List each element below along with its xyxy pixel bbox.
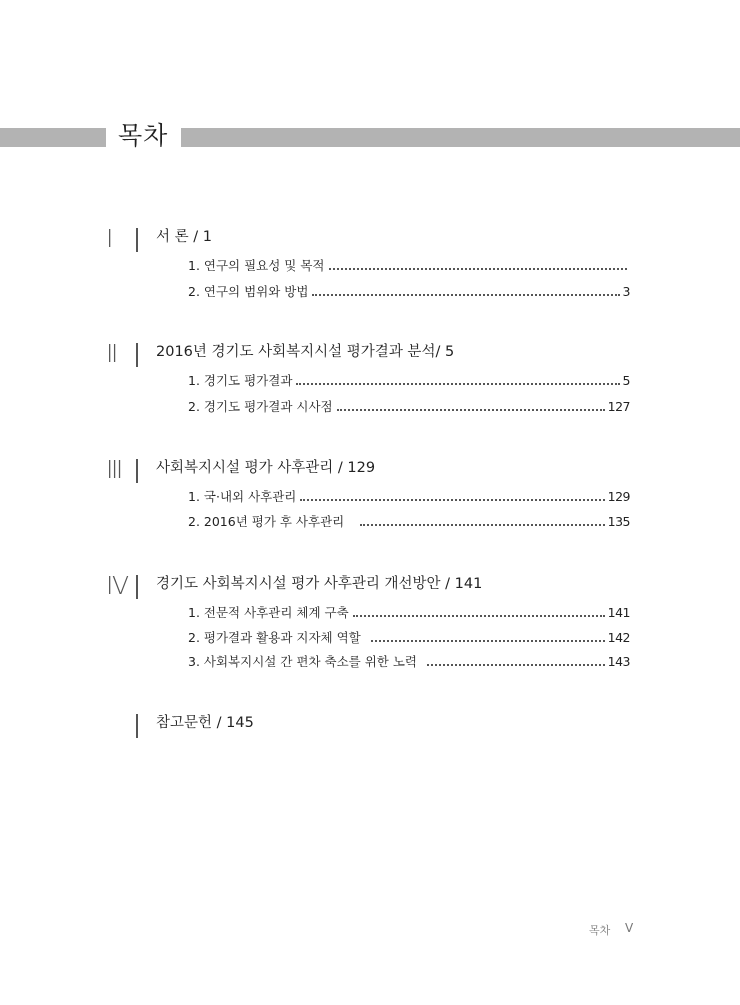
toc-entry-page: 127 — [607, 399, 630, 414]
toc-entry-label: 2. 2016년 평가 후 사후관리 — [188, 514, 345, 529]
dot-leader — [329, 268, 628, 270]
chapter-title[interactable]: 참고문헌 / 145 — [156, 715, 254, 731]
chapter-divider — [136, 714, 138, 738]
toc-entry-label: 1. 국·내외 사후관리 — [188, 489, 297, 504]
footer-label: 목차 — [589, 924, 611, 937]
toc-entry-label: 3. 사회복지시설 간 편차 축소를 위한 노력 — [188, 654, 417, 669]
dot-leader — [371, 640, 605, 642]
chapter-title[interactable]: 경기도 사회복지시설 평가 사후관리 개선방안 / 141 — [156, 576, 483, 592]
toc-entry[interactable] — [188, 397, 630, 415]
toc-entry-label: 2. 경기도 평가결과 시사점 — [188, 399, 333, 414]
header-bar-right — [181, 128, 740, 147]
chapter-numeral: Ⅳ — [106, 571, 131, 600]
toc-entry[interactable] — [188, 628, 630, 646]
dot-leader — [296, 383, 619, 385]
dot-leader — [312, 294, 619, 296]
dot-leader — [337, 409, 605, 411]
toc-entry-page: 5 — [622, 373, 630, 388]
toc-entry-page: 129 — [607, 489, 630, 504]
toc-entry[interactable] — [188, 487, 630, 505]
page-title: 목차 — [118, 121, 169, 150]
toc-entry-page: 135 — [607, 514, 630, 529]
toc-entry-page: 142 — [607, 630, 630, 645]
toc-entry-label: 2. 평가결과 활용과 지자체 역할 — [188, 630, 361, 645]
chapter-divider — [136, 343, 138, 367]
toc-entry-label: 2. 연구의 범위와 방법 — [188, 284, 309, 299]
toc-entry[interactable] — [188, 652, 630, 670]
chapter-title[interactable]: 사회복지시설 평가 사후관리 / 129 — [156, 460, 376, 476]
toc-entry[interactable] — [188, 512, 630, 530]
chapter-numeral: Ⅲ — [106, 455, 125, 484]
chapter-divider — [136, 228, 138, 252]
toc-entry[interactable] — [188, 256, 630, 274]
dot-leader — [300, 499, 604, 501]
toc-entry-label: 1. 전문적 사후관리 체계 구축 — [188, 605, 349, 620]
toc-entry[interactable] — [188, 603, 630, 621]
toc-entry-page: 3 — [622, 284, 630, 299]
toc-entry[interactable] — [188, 282, 630, 300]
chapter-title[interactable]: 서 론 / 1 — [156, 229, 212, 245]
chapter-title[interactable]: 2016년 경기도 사회복지시설 평가결과 분석/ 5 — [156, 344, 455, 360]
dot-leader — [353, 615, 605, 617]
toc-entry[interactable] — [188, 371, 630, 389]
dot-leader — [427, 664, 605, 666]
chapter-divider — [136, 459, 138, 483]
toc-entry-page: 141 — [607, 605, 630, 620]
toc-entry-label: 1. 경기도 평가결과 — [188, 373, 293, 388]
chapter-numeral: Ⅰ — [106, 224, 115, 253]
header-bar-left — [0, 128, 106, 147]
chapter-numeral: Ⅱ — [106, 339, 120, 368]
dot-leader — [360, 524, 604, 526]
chapter-divider — [136, 575, 138, 599]
footer-page-number: Ⅴ — [625, 921, 634, 935]
toc-entry-page: 143 — [607, 654, 630, 669]
toc-entry-label: 1. 연구의 필요성 및 목적 — [188, 258, 325, 273]
